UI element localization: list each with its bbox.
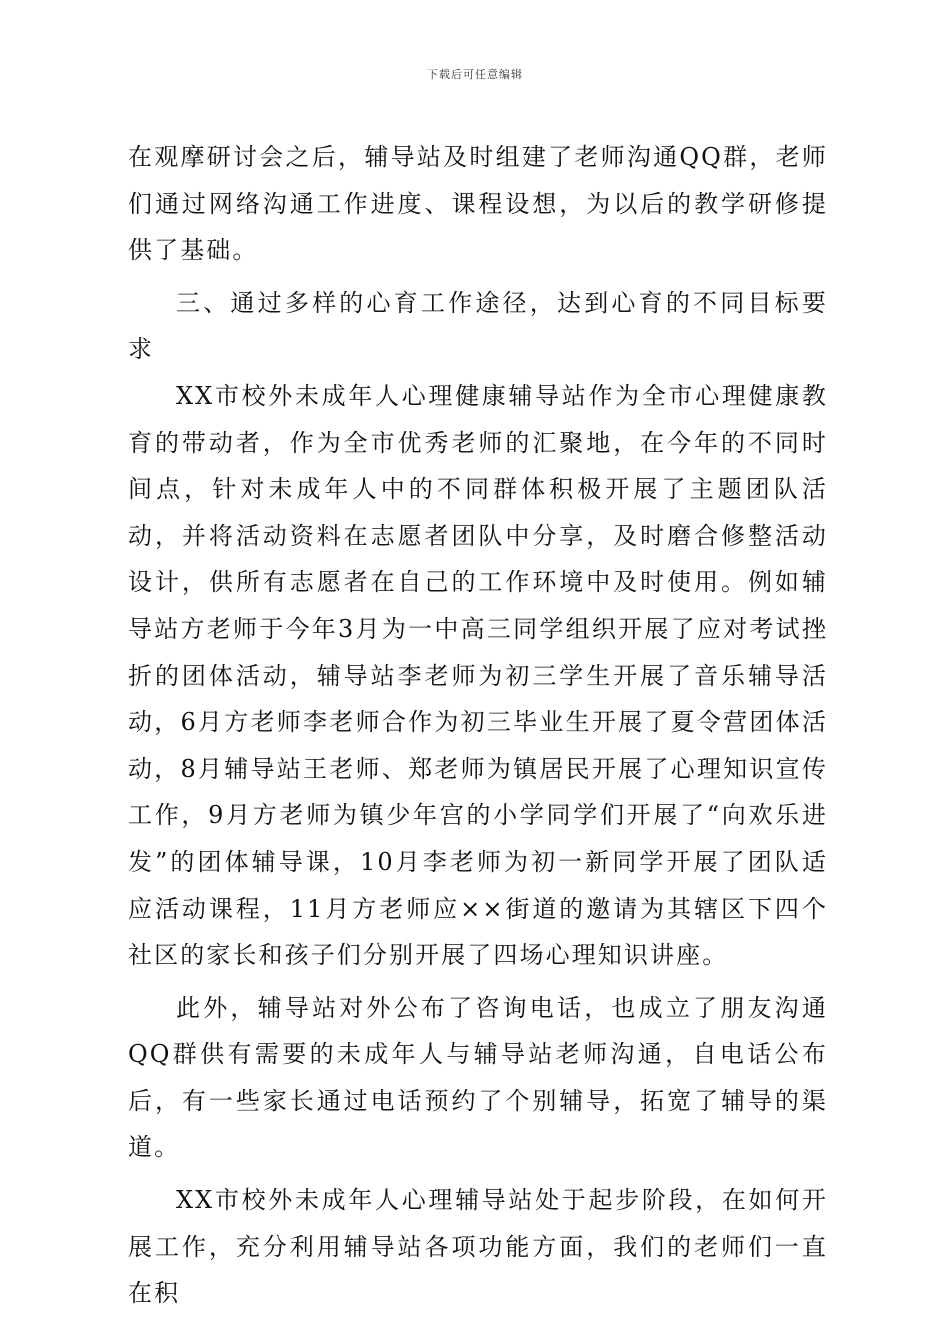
paragraph-development: XX市校外未成年人心理辅导站处于起步阶段，在如何开展工作，充分利用辅导站各项功能方面，我们的老师们一直在积: [128, 1186, 828, 1308]
paragraph-activities: XX市校外未成年人心理健康辅导站作为全市心理健康教育的带动者，作为全市优秀老师的汇聚地，在今年的不同时间点，针对未成年人中的不同群体积极开展了主题团队活动，并将活动资料在志愿者团队中分享，及时磨合修整活动设计，供所有志愿者在自己的工作环境中及时使用。例如辅导站方老师于今年3月为一中高三同学组织开展了应对考试挫折的团体活动，辅导站李老师为初三学生开展了音乐辅导活动，6月方老师李老师合作为初三毕业生开展了夏令营团体活动，8月辅导站王老师、郑老师为镇居民开展了心理知识宣传工作，9月方老师为镇少年宫的小学同学们开展了“向欢乐进发”的团体辅导课，10月李老师为初一新同学开展了团队适应活动课程，11月方老师应××街道的邀请为其辖区下四个社区的家长和孩子们分别开展了四场心理知识讲座。: [128, 381, 828, 970]
section-heading: 三、通过多样的心育工作途径，达到心育的不同目标要求: [128, 288, 828, 364]
paragraph-qq-group: 在观摩研讨会之后，辅导站及时组建了老师沟通QQ群，老师们通过网络沟通工作进度、课程设想，为以后的教学研修提供了基础。: [128, 143, 828, 265]
paragraph-hotline: 此外，辅导站对外公布了咨询电话，也成立了朋友沟通QQ群供有需要的未成年人与辅导站老师沟通，自电话公布后，有一些家长通过电话预约了个别辅导，拓宽了辅导的渠道。: [128, 993, 828, 1162]
header-note: 下载后可任意编辑: [427, 68, 523, 81]
document-body: [128, 134, 828, 1317]
